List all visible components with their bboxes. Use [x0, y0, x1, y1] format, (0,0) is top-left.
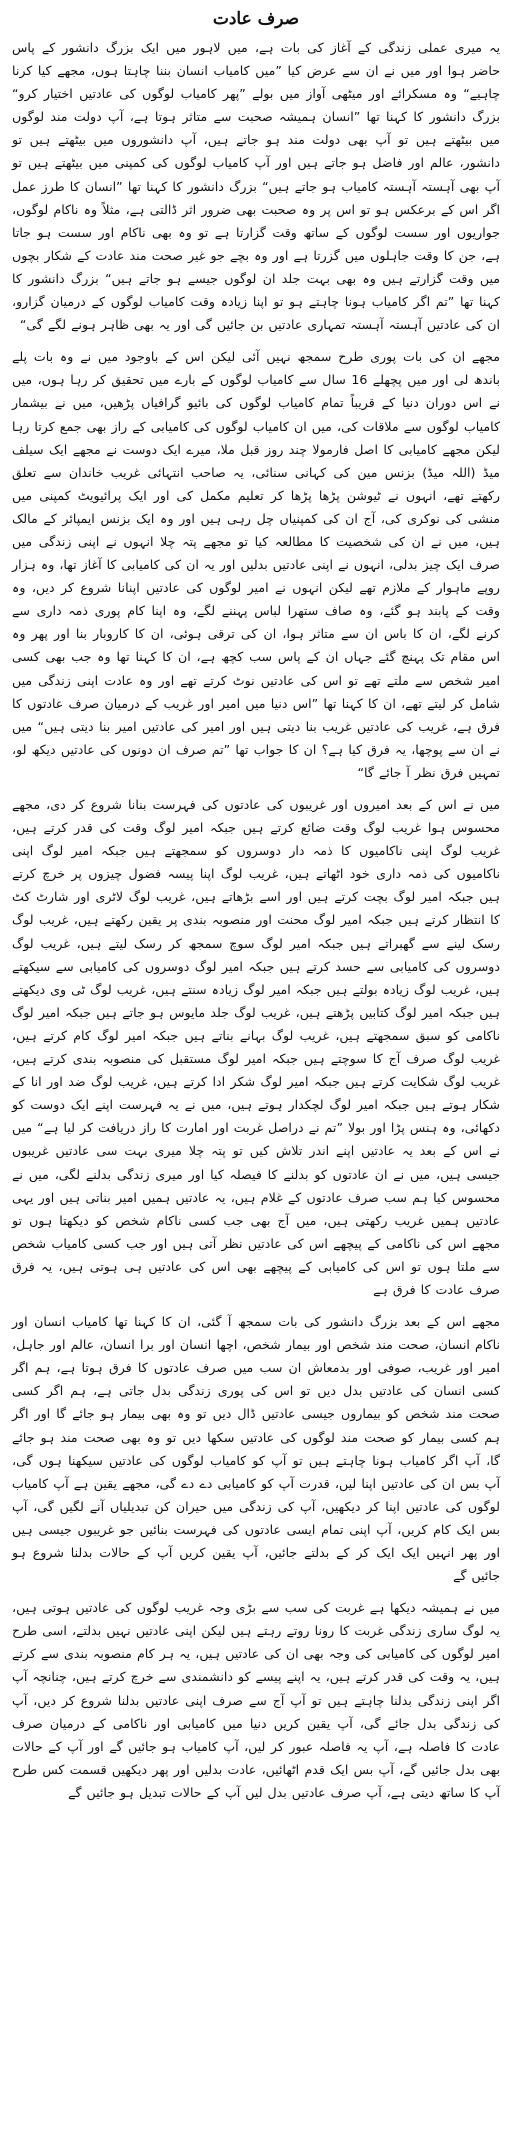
paragraph-spacer: [12, 336, 500, 345]
article-paragraph-1: یہ میری عملی زندگی کے آغاز کی بات ہے، میں لاہور میں ایک بزرگ دانشور کے پاس حاضر ہوا اور میں نے ان سے عرض کیا ”میں کامیاب انسان بننا چاہتا ہوں، مجھے کیا کرنا چاہیے“ وہ مسکرائے اور میٹھی آواز میں بولے ”پھر کامیاب لوگوں کی عادتیں اختیار کرو“ بزرگ دانشور کا کہنا تھا ”انسان ہمیشہ صحبت سے متاثر ہوتا ہے، آپ دولت مند لوگوں میں بیٹھتے ہیں تو آپ بھی دولت مند ہو جاتے ہیں، آپ دانشوروں میں بیٹھتے ہیں تو دانشور، عالم اور فاضل ہو جاتے ہیں اور آپ کامیاب لوگوں کی کمپنی میں بیٹھتے ہیں تو آپ بھی آہستہ آہستہ کامیاب ہو جاتے ہیں“ بزرگ دانشور کا کہنا تھا ”انسان کا طرز عمل اگر اس کے برعکس ہو تو اس پر وہ صحبت بھی ضرور اثر ڈالتی ہے، مثلاً وہ ناکام لوگوں، جواریوں اور سست لوگوں کے ساتھ وقت گزارتا ہے تو وہ بھی ناکام اور سست ہو جاتا ہے، جن کا وقت جاہلوں میں گزرتا ہے اور وہ بچے جو غیر صحت مند عادت کے شکار بچوں میں وقت گزارتے ہیں وہ بھی بہت جلد ان لوگوں جیسے ہو جاتے ہیں“ بزرگ دانشور کا کہنا تھا ”تم اگر کامیاب ہونا چاہتے ہو تو اپنا زیادہ وقت کامیاب لوگوں کے درمیان گزارو، ان کی عادتیں آہستہ آہستہ تمہاری عادتیں بن جائیں گی اور یہ بھی ظاہر ہونے لگے گی“: [12, 40, 500, 333]
article-paragraph-2: مجھے ان کی بات پوری طرح سمجھ نہیں آئی لیکن اس کے باوجود میں نے وہ بات پلے باندھ لی اور میں پچھلے 16 سال سے کامیاب لوگوں کے بارے میں تحقیق کر رہا ہوں، میں نے اس دوران دنیا کے قریباً تمام کامیاب لوگوں کی بائیو گرافیاں پڑھیں، میں نے بیشمار کامیاب لوگوں سے ملاقات کی، میں ان کامیاب لوگوں کی کامیابی کے راز بھی جمع کرتا رہا لیکن مجھے کامیابی کا اصل فارمولا چند روز قبل ملا، میرے ایک دوست نے مجھے ایک سیلف میڈ (اللہ میڈ) بزنس مین کی کہانی سنائی، یہ صاحب انتہائی غریب خاندان سے تعلق رکھتے تھے، انہوں نے ٹیوشن پڑھا پڑھا کر تعلیم مکمل کی اور ایک پرائیویٹ کمپنی میں منشی کی نوکری کی، آج ان کی کمپنیاں چل رہی ہیں اور وہ ایک بزنس ایمپائر کے مالک ہیں، میں نے ان کی شخصیت کا مطالعہ کیا تو مجھے پتہ چلا انہوں نے اپنی زندگی میں صرف ایک چیز بدلی، انہوں نے اپنی عادتیں بدلیں اور یہ ان کی کامیابی کا آغاز تھا، وہ ہزار روپے ماہوار کے ملازم تھے لیکن انہوں نے امیر لوگوں کی عادتیں اپنانا شروع کر دیں، وہ وقت کے پابند ہو گئے، وہ صاف ستھرا لباس پہننے لگے، وہ اپنا کام پوری ذمہ داری سے کرنے لگے، ان کا باس ان سے متاثر ہوا، ان کی ترقی ہوئی، ان کا کاروبار بنا اور پھر وہ اس مقام تک پہنچ گئے جہاں ان کے پاس سب کچھ ہے، ان کا کہنا تھا وہ جب بھی کسی امیر شخص سے ملتے تھے تو اس کی عادتیں نوٹ کرتے تھے اور وہ عادت اپنی زندگی میں شامل کر لیتے تھے، ان کا کہنا تھا ”اس دنیا میں امیر اور غریب کے درمیان صرف عادتوں کا فرق ہے، غریب کی عادتیں غریب بنا دیتی ہیں اور امیر کی عادتیں امیر بنا دیتی ہیں“ میں نے ان سے پوچھا، یہ فرق کیا ہے؟ ان کا جواب تھا ”تم صرف ان دونوں کی عادتیں دیکھ لو، تمہیں فرق نظر آ جائے گا“: [11, 349, 500, 780]
article-paragraph-4: مجھے اس کے بعد بزرگ دانشور کی بات سمجھ آ گئی، ان کا کہنا تھا کامیاب انسان اور ناکام انسان، صحت مند شخص اور بیمار شخص، اچھا انسان اور برا انسان، عالم اور جاہل، امیر اور غریب، صوفی اور بدمعاش ان سب میں صرف عادتوں کا فرق ہوتا ہے، ہم اگر کسی انسان کی عادتیں بدل دیں تو اس کی پوری زندگی بدل جاتی ہے، ہم اگر کسی صحت مند شخص کو بیماروں جیسی عادتیں ڈال دیں تو وہ بھی بیمار ہو جائے گا اور اگر ہم کسی بیمار کو صحت مند لوگوں کی عادتیں سکھا دیں تو وہ بھی صحت مند ہو جائے گا، آپ اگر کامیاب ہونا چاہتے ہیں تو آپ کو کامیاب لوگوں کی عادتیں سیکھنا ہوں گی، آپ بس ان کی عادتیں اپنا لیں، قدرت آپ کو کامیابی دے دے گی، مجھے یقین ہے آپ کامیاب لوگوں کی عادتیں اپنا کر دیکھیں، آپ کی زندگی میں حیران کن تبدیلیاں آنے لگیں گی، آپ بس ایک کام کریں، آپ اپنی تمام ایسی عادتوں کی فہرست بنائیں جو غریبوں جیسی ہیں اور پھر انہیں ایک ایک کر کے بدلتے جائیں، آپ یقین کریں آپ کے حالات بدلنا شروع ہو جائیں گے: [12, 1314, 500, 1584]
article-paragraph-5: میں نے ہمیشہ دیکھا ہے غربت کی سب سے بڑی وجہ غریب لوگوں کی عادتیں ہوتی ہیں، یہ لوگ ساری زندگی غربت کا رونا روتے رہتے ہیں لیکن اپنی عادتیں نہیں بدلتے، اسی طرح امیر لوگوں کی کامیابی کی وجہ بھی ان کی عادتیں ہیں، یہ ہر کام منصوبہ بندی سے کرتے ہیں، یہ وقت کی قدر کرتے ہیں، یہ اپنے پیسے کو دانشمندی سے خرچ کرتے ہیں، چنانچہ آپ اگر اپنی زندگی بدلنا چاہتے ہیں تو آپ آج سے صرف اپنی عادتیں بدلنا شروع کر دیں، آپ کی زندگی بدل جائے گی، آپ یقین کریں دنیا میں کامیابی اور ناکامی کے درمیان صرف عادت کا فاصلہ ہے، آپ یہ فاصلہ عبور کر لیں، آپ کامیاب ہو جائیں گے اور آپ کے حالات بھی بدل جائیں گے، آپ بس ایک قدم اٹھائیں، عادت بدلیں اور پھر دیکھیں قسمت کس طرح آپ کا ساتھ دیتی ہے، آپ صرف عادتیں بدل لیں آپ کے حالات تبدیل ہو جائیں گے: [12, 1600, 500, 1800]
paragraph-spacer: [12, 1587, 500, 1596]
article-title: صرف عادت: [212, 9, 300, 29]
article-paragraph-3: میں نے اس کے بعد امیروں اور غریبوں کی عادتوں کی فہرست بنانا شروع کر دی، مجھے محسوس ہوا غریب لوگ وقت ضائع کرتے ہیں جبکہ امیر لوگ وقت کی قدر کرتے ہیں، غریب لوگ اپنی ناکامیوں کا ذمہ دار دوسروں کو سمجھتے ہیں جبکہ امیر لوگ اپنی ناکامیوں کی ذمہ داری خود اٹھاتے ہیں، غریب لوگ اپنا پیسہ فضول چیزوں پر خرچ کرتے ہیں جبکہ امیر لوگ بچت کرتے ہیں اور اسے بڑھاتے ہیں، غریب لوگ لاٹری اور شارٹ کٹ کا انتظار کرتے ہیں جبکہ امیر لوگ محنت اور منصوبہ بندی پر یقین رکھتے ہیں، غریب لوگ رسک لینے سے گھبراتے ہیں جبکہ امیر لوگ سوچ سمجھ کر رسک لیتے ہیں، غریب لوگ دوسروں کی کامیابی سے حسد کرتے ہیں جبکہ امیر لوگ دوسروں کی کامیابی سے سیکھتے ہیں، غریب لوگ زیادہ بولتے ہیں جبکہ امیر لوگ زیادہ سنتے ہیں، غریب لوگ ٹی وی دیکھتے ہیں جبکہ امیر لوگ کتابیں پڑھتے ہیں، غریب لوگ جلد مایوس ہو جاتے ہیں جبکہ امیر لوگ ناکامی کو سبق سمجھتے ہیں، غریب لوگ بہانے بناتے ہیں جبکہ امیر لوگ کام کرتے ہیں، غریب لوگ صرف آج کا سوچتے ہیں جبکہ امیر لوگ مستقبل کی منصوبہ بندی کرتے ہیں، غریب لوگ شکایت کرتے ہیں جبکہ امیر لوگ شکر ادا کرتے ہیں، غریب لوگ ضد اور انا کے شکار ہوتے ہیں جبکہ امیر لوگ لچکدار ہوتے ہیں، میں نے یہ فہرست اپنے ایک دوست کو دکھائی، وہ ہنس پڑا اور بولا ”تم نے دراصل غربت اور امارت کا راز دریافت کر لیا ہے“ میں نے اس کے بعد یہ عادتیں اپنے اندر تلاش کیں تو پتہ چلا میری بہت سی عادتیں غریبوں جیسی ہیں، میں نے ان عادتوں کو بدلنے کا فیصلہ کیا اور میری زندگی بدلنے لگی، میں نے محسوس کیا ہم سب صرف عادتوں کے غلام ہیں، یہ عادتیں ہمیں امیر بناتی ہیں اور یہی عادتیں ہمیں غریب رکھتی ہیں، میں آج بھی جب کسی ناکام شخص کو دیکھتا ہوں تو مجھے اس کی ناکامی کے پیچھے اس کی عادتیں نظر آتی ہیں اور جب کسی کامیاب شخص سے ملتا ہوں تو اس کی کامیابی کے پیچھے بھی اس کی عادتیں ہی ہوتی ہیں، یہ فرق صرف عادت کا فرق ہے: [12, 797, 500, 1297]
paragraph-spacer: [12, 1301, 500, 1310]
paragraph-spacer: [12, 784, 500, 793]
